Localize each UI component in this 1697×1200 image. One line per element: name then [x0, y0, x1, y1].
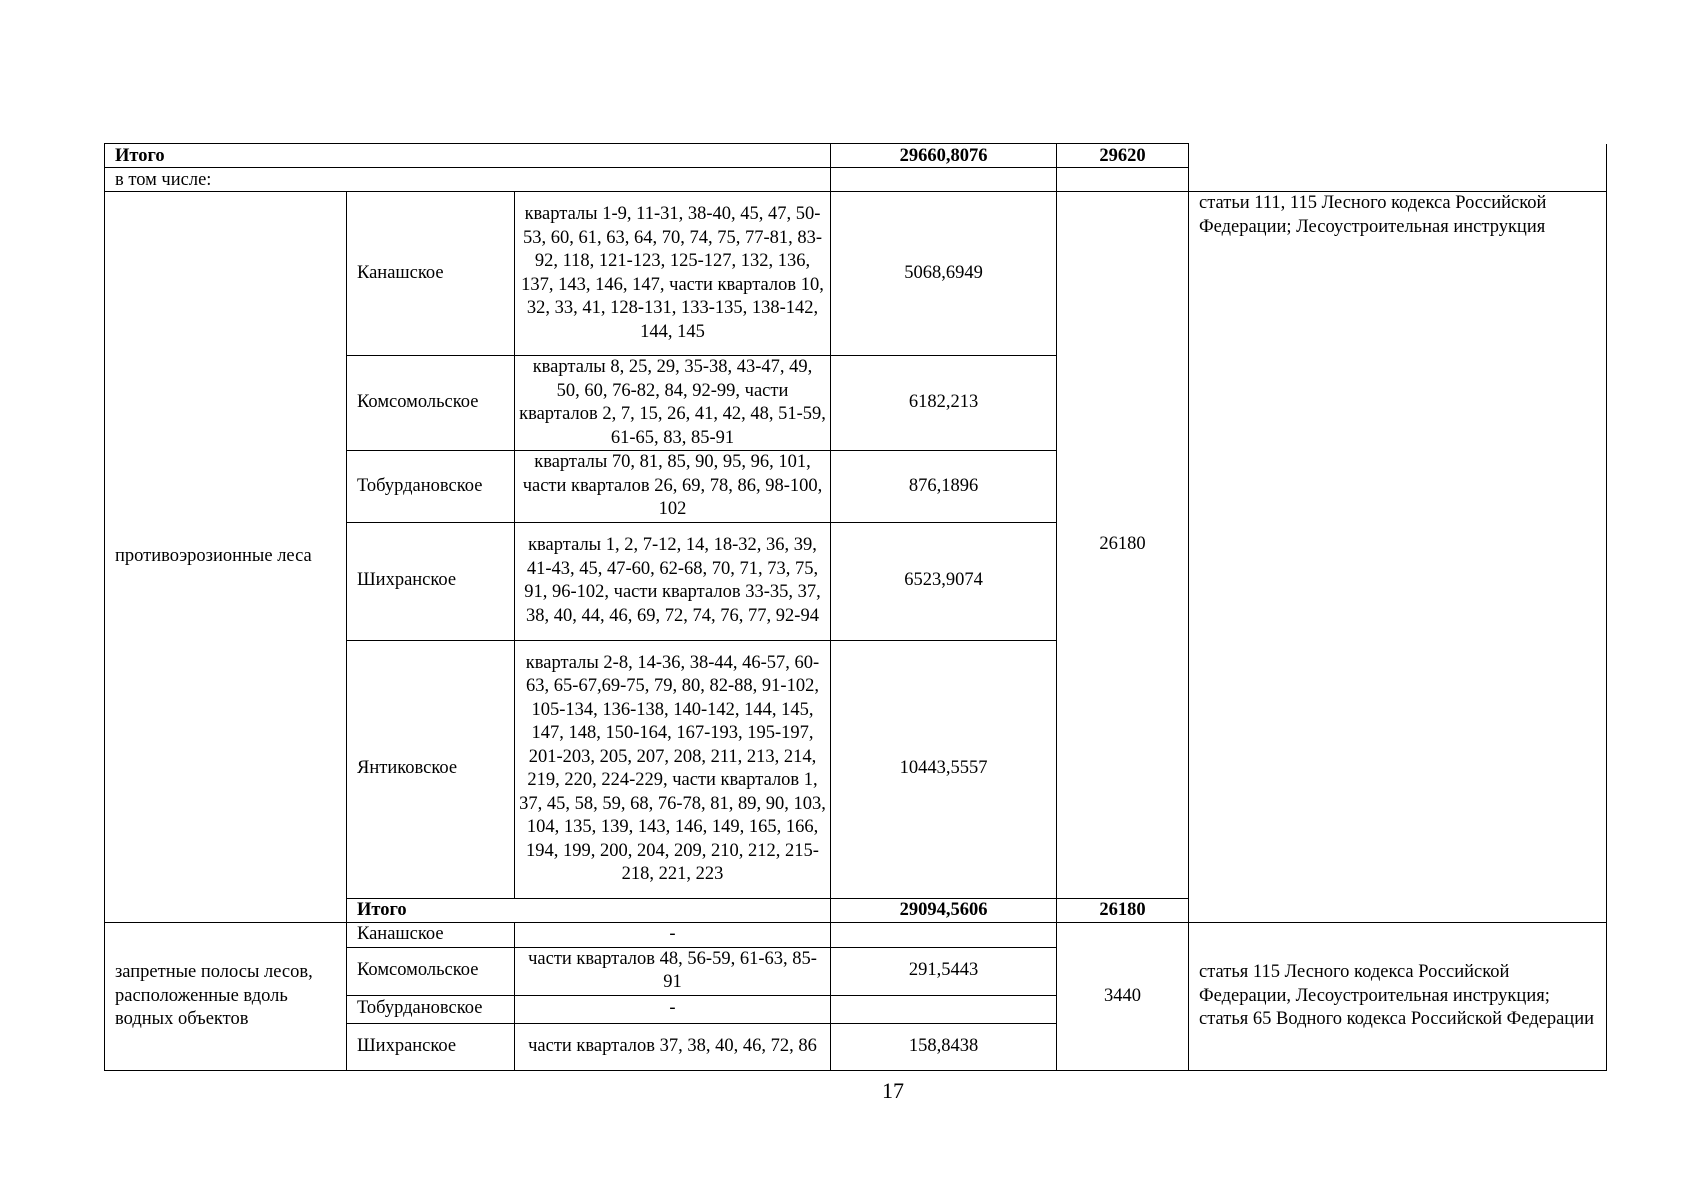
- water-group-value: 3440: [1057, 923, 1189, 1071]
- quarters-list: кварталы 1-9, 11-31, 38-40, 45, 47, 50-53, 60, 61, 63, 64, 70, 74, 75, 77-81, 83-92, 118, 121-123, 125-127, 132, 136, 137, 143, 146, 147, части кварталов 10, 32, 33, 41, 128-131, 133-135, 138-142, 144, 145: [515, 192, 831, 356]
- quarters-list: кварталы 70, 81, 85, 90, 95, 96, 101, части кварталов 26, 69, 78, 86, 98-100, 102: [515, 451, 831, 523]
- quarters-list: кварталы 2-8, 14-36, 38-44, 46-57, 60-63, 65-67,69-75, 79, 80, 82-88, 91-102, 105-134, 136-138, 140-142, 144, 145, 147, 148, 150-164, 167-193, 195-197, 201-203, 205, 207, 208, 211, 213, 214, 219, 220, 224-229, части кварталов 1, 37, 45, 58, 59, 68, 76-78, 81, 89, 90, 103, 104, 135, 139, 143, 146, 149, 165, 166, 194, 199, 200, 204, 209, 210, 212, 215-218, 221, 223: [515, 640, 831, 898]
- district-name: Канашское: [347, 923, 515, 948]
- area-value: [831, 995, 1057, 1023]
- subtotal-label: Итого: [347, 898, 831, 923]
- totals-area: 29660,8076: [831, 144, 1057, 168]
- district-name: Шихранское: [347, 522, 515, 640]
- area-value: 5068,6949: [831, 192, 1057, 356]
- quarters-list: части кварталов 37, 38, 40, 46, 72, 86: [515, 1023, 831, 1070]
- page-number: 17: [882, 1078, 904, 1103]
- district-name: Янтиковское: [347, 640, 515, 898]
- quarters-list: кварталы 8, 25, 29, 35-38, 43-47, 49, 50, 60, 76-82, 84, 92-99, части кварталов 2, 7, 15, 26, 41, 42, 48, 51-59, 61-65, 83, 85-91: [515, 356, 831, 451]
- table-row: [105, 192, 1607, 356]
- including-label: в том числе:: [105, 168, 831, 192]
- totals-basis-cell: [1189, 144, 1607, 168]
- quarters-list: кварталы 1, 2, 7-12, 14, 18-32, 36, 39, 41-43, 45, 47-60, 62-68, 70, 71, 73, 75, 91, 96-102, части кварталов 33-35, 37, 38, 40, 44, 46, 69, 72, 74, 76, 77, 92-94: [515, 522, 831, 640]
- quarters-list: -: [515, 923, 831, 948]
- area-value: 876,1896: [831, 451, 1057, 523]
- subtotal-rounded: 26180: [1057, 898, 1189, 923]
- quarters-list: -: [515, 995, 831, 1023]
- including-row: [105, 168, 1607, 192]
- district-name: Канашское: [347, 192, 515, 356]
- area-value: 158,8438: [831, 1023, 1057, 1070]
- erosion-legal-basis: статьи 111, 115 Лесного кодекса Российской Федерации; Лесоустроительная инструкция: [1189, 192, 1607, 923]
- erosion-group-value: 26180: [1057, 192, 1189, 899]
- district-name: Тобурдановское: [347, 995, 515, 1023]
- including-rounded-cell: [1057, 168, 1189, 192]
- district-name: Комсомольское: [347, 356, 515, 451]
- table-row: [105, 923, 1607, 948]
- area-value: 6182,213: [831, 356, 1057, 451]
- area-value: 6523,9074: [831, 522, 1057, 640]
- district-name: Шихранское: [347, 1023, 515, 1070]
- district-name: Тобурдановское: [347, 451, 515, 523]
- totals-row: [105, 144, 1607, 168]
- erosion-category: противоэрозионные леса: [105, 192, 347, 923]
- subtotal-area: 29094,5606: [831, 898, 1057, 923]
- area-value: 291,5443: [831, 947, 1057, 995]
- district-name: Комсомольское: [347, 947, 515, 995]
- forest-categories-table: [104, 143, 1607, 1071]
- water-category: запретные полосы лесов, расположенные вдоль водных объектов: [105, 923, 347, 1071]
- area-value: [831, 923, 1057, 948]
- including-basis-cell: [1189, 168, 1607, 192]
- water-legal-basis: статья 115 Лесного кодекса Российской Федерации, Лесоустроительная инструкция; статья 65 Водного кодекса Российской Федерации: [1189, 923, 1607, 1071]
- totals-label: Итого: [105, 144, 831, 168]
- area-value: 10443,5557: [831, 640, 1057, 898]
- including-area-cell: [831, 168, 1057, 192]
- totals-rounded: 29620: [1057, 144, 1189, 168]
- quarters-list: части кварталов 48, 56-59, 61-63, 85-91: [515, 947, 831, 995]
